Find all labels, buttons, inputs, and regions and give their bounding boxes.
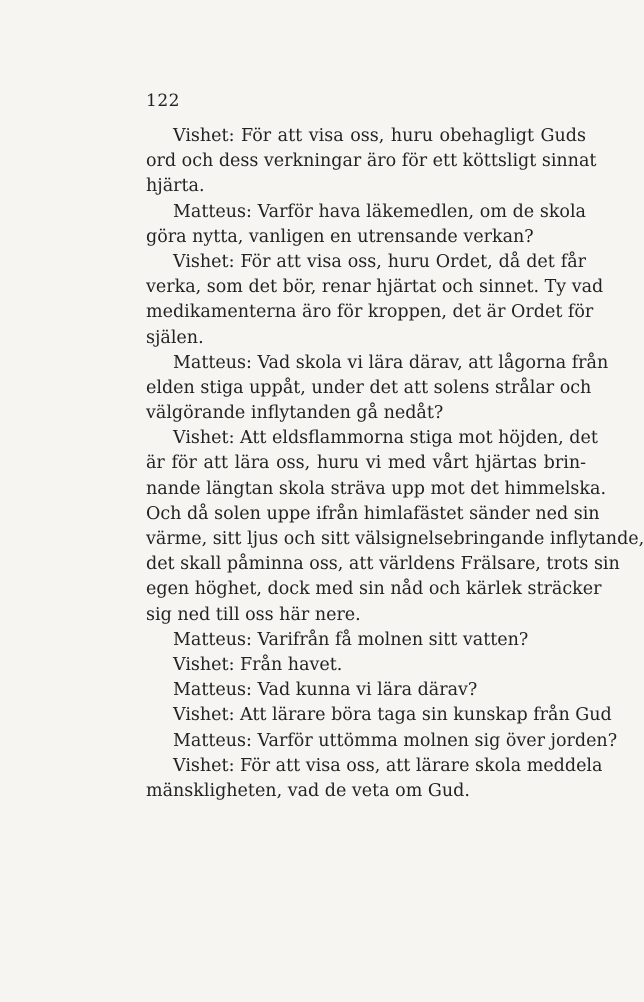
text-line: välgörande inflytanden gå nedåt? <box>146 403 444 424</box>
text-line: Matteus: Varför hava läkemedlen, om de skola <box>173 201 586 222</box>
text-line: mänskligheten, vad de veta om Gud. <box>146 780 470 801</box>
text-line: Vishet: Att lärare böra taga sin kunskap från Gud <box>173 705 612 726</box>
text-line: Vishet: Från havet. <box>173 654 343 675</box>
text-line: Matteus: Varifrån få molnen sitt vatten? <box>173 629 529 650</box>
body-text <box>146 124 644 804</box>
text-line: Matteus: Vad kunna vi lära därav? <box>173 680 478 701</box>
text-line: Vishet: För att visa oss, att lärare skola meddela <box>173 755 603 776</box>
text-line: sig ned till oss här nere. <box>146 604 361 625</box>
text-line: Vishet: Att eldsflammorna stiga mot höjden, det <box>173 428 598 449</box>
text-line: verka, som det bör, renar hjärtat och sinnet. Ty vad <box>146 277 604 298</box>
text-line: elden stiga uppåt, under det att solens strålar och <box>146 377 592 398</box>
text-line: det skall påminna oss, att världens Frälsare, trots sin <box>146 554 620 575</box>
text-line: själen. <box>146 327 204 348</box>
text-line: Och då solen uppe ifrån himlafästet sänder ned sin <box>146 503 600 524</box>
text-line: Matteus: Vad skola vi lära därav, att lågorna från <box>173 352 609 373</box>
text-line: nande längtan skola sträva upp mot det himmelska. <box>146 478 607 499</box>
text-line: Matteus: Varför uttömma molnen sig över jorden? <box>173 730 618 751</box>
page-number: 122 <box>146 91 180 111</box>
text-line: Vishet: För att visa oss, huru obehagligt Guds <box>173 126 586 146</box>
text-line: är för att lära oss, huru vi med vårt hjärtas brin- <box>146 453 586 474</box>
text-line: värme, sitt ljus och sitt välsignelsebringande inflytande, <box>146 529 644 549</box>
text-line: hjärta. <box>146 176 205 197</box>
text-line: Vishet: För att visa oss, huru Ordet, då det får <box>173 251 586 272</box>
text-line: egen höghet, dock med sin nåd och kärlek sträcker <box>146 579 602 600</box>
text-line: ord och dess verkningar äro för ett köttsligt sinnat <box>146 151 597 172</box>
text-line: medikamenterna äro för kroppen, det är Ordet för <box>146 302 594 323</box>
text-line: göra nytta, vanligen en utrensande verkan? <box>146 226 534 247</box>
